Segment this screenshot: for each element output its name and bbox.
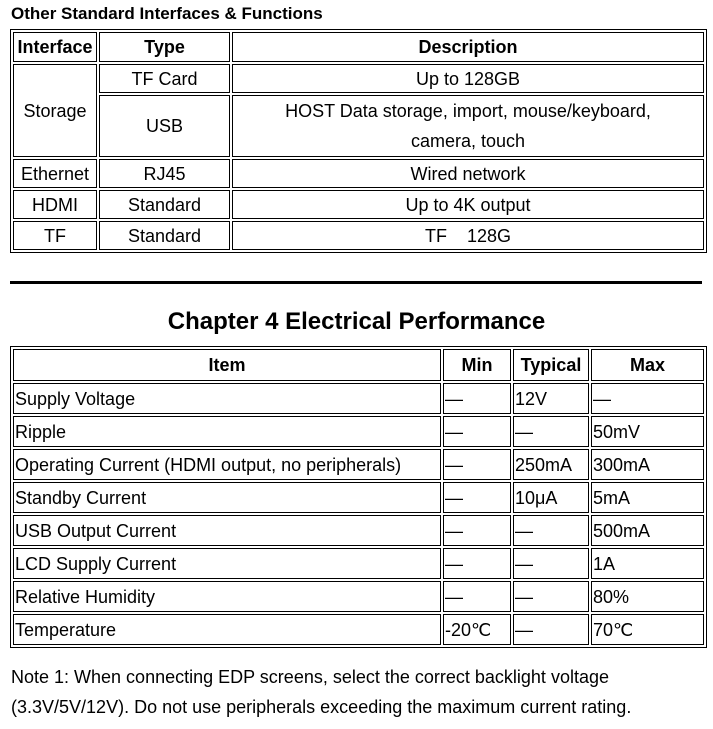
max-cell: 70℃ (591, 614, 704, 645)
item-cell: Standby Current (13, 482, 441, 513)
typical-cell: 12V (513, 383, 589, 414)
interface-cell: TF (13, 221, 97, 250)
description-cell (232, 95, 704, 157)
table-row (13, 581, 704, 612)
min-cell: — (443, 383, 511, 414)
table-row (13, 383, 704, 414)
max-cell: 500mA (591, 515, 704, 546)
table-row (13, 548, 704, 579)
interfaces-table (10, 29, 707, 253)
type-cell: USB (99, 95, 230, 157)
max-cell: — (591, 383, 704, 414)
header-max: Max (591, 349, 704, 381)
chapter-title: Chapter 4 Electrical Performance (167, 308, 546, 335)
table-row (13, 159, 704, 188)
item-cell: Ripple (13, 416, 441, 447)
min-cell: — (443, 482, 511, 513)
item-cell: USB Output Current (13, 515, 441, 546)
type-cell: TF Card (99, 64, 230, 93)
table-row (13, 221, 704, 250)
table-row (13, 614, 704, 645)
description-cell: Up to 4K output (232, 190, 704, 219)
description-cell: Up to 128GB (232, 64, 704, 93)
interface-cell: HDMI (13, 190, 97, 219)
table-row (13, 482, 704, 513)
table-row (13, 416, 704, 447)
interface-cell: Ethernet (13, 159, 97, 188)
description-cell: TF 128G (232, 221, 704, 250)
item-cell: Temperature (13, 614, 441, 645)
interfaces-section-title: Other Standard Interfaces & Functions (11, 4, 323, 23)
typical-cell: — (513, 614, 589, 645)
item-cell: LCD Supply Current (13, 548, 441, 579)
max-cell: 80% (591, 581, 704, 612)
max-cell: 5mA (591, 482, 704, 513)
description-line: camera, touch (410, 131, 526, 151)
table-header-row (13, 349, 704, 381)
item-cell: Operating Current (HDMI output, no peripherals) (13, 449, 441, 480)
electrical-table-body (13, 383, 704, 645)
item-cell: Supply Voltage (13, 383, 441, 414)
header-description: Description (232, 32, 704, 62)
min-cell: — (443, 548, 511, 579)
description-line: HOST Data storage, import, mouse/keyboard, (285, 101, 651, 121)
max-cell: 1A (591, 548, 704, 579)
min-cell: — (443, 515, 511, 546)
interface-cell-storage: Storage (13, 64, 97, 157)
typical-cell: 250mA (513, 449, 589, 480)
item-cell: Relative Humidity (13, 581, 441, 612)
header-typical: Typical (513, 349, 589, 381)
note-line: (3.3V/5V/12V). Do not use peripherals exceeding the maximum current rating. (11, 697, 632, 717)
min-cell: — (443, 581, 511, 612)
type-cell: Standard (99, 190, 230, 219)
table-row (13, 64, 704, 93)
min-cell: — (443, 449, 511, 480)
header-min: Min (443, 349, 511, 381)
electrical-performance-table (10, 346, 707, 648)
typical-cell: — (513, 416, 589, 447)
table-row (13, 95, 704, 157)
max-cell: 50mV (591, 416, 704, 447)
type-cell: Standard (99, 221, 230, 250)
note-text (11, 662, 711, 722)
header-type: Type (99, 32, 230, 62)
typical-cell: — (513, 548, 589, 579)
min-cell: — (443, 416, 511, 447)
description-cell: Wired network (232, 159, 704, 188)
header-interface: Interface (13, 32, 97, 62)
table-row (13, 190, 704, 219)
table-row (13, 449, 704, 480)
min-cell: -20℃ (443, 614, 511, 645)
type-cell: RJ45 (99, 159, 230, 188)
table-header-row (13, 32, 704, 62)
table-row (13, 515, 704, 546)
typical-cell: — (513, 581, 589, 612)
header-item: Item (13, 349, 441, 381)
section-divider (10, 281, 702, 284)
typical-cell: 10μA (513, 482, 589, 513)
typical-cell: — (513, 515, 589, 546)
max-cell: 300mA (591, 449, 704, 480)
note-line: Note 1: When connecting EDP screens, select the correct backlight voltage (11, 667, 609, 687)
